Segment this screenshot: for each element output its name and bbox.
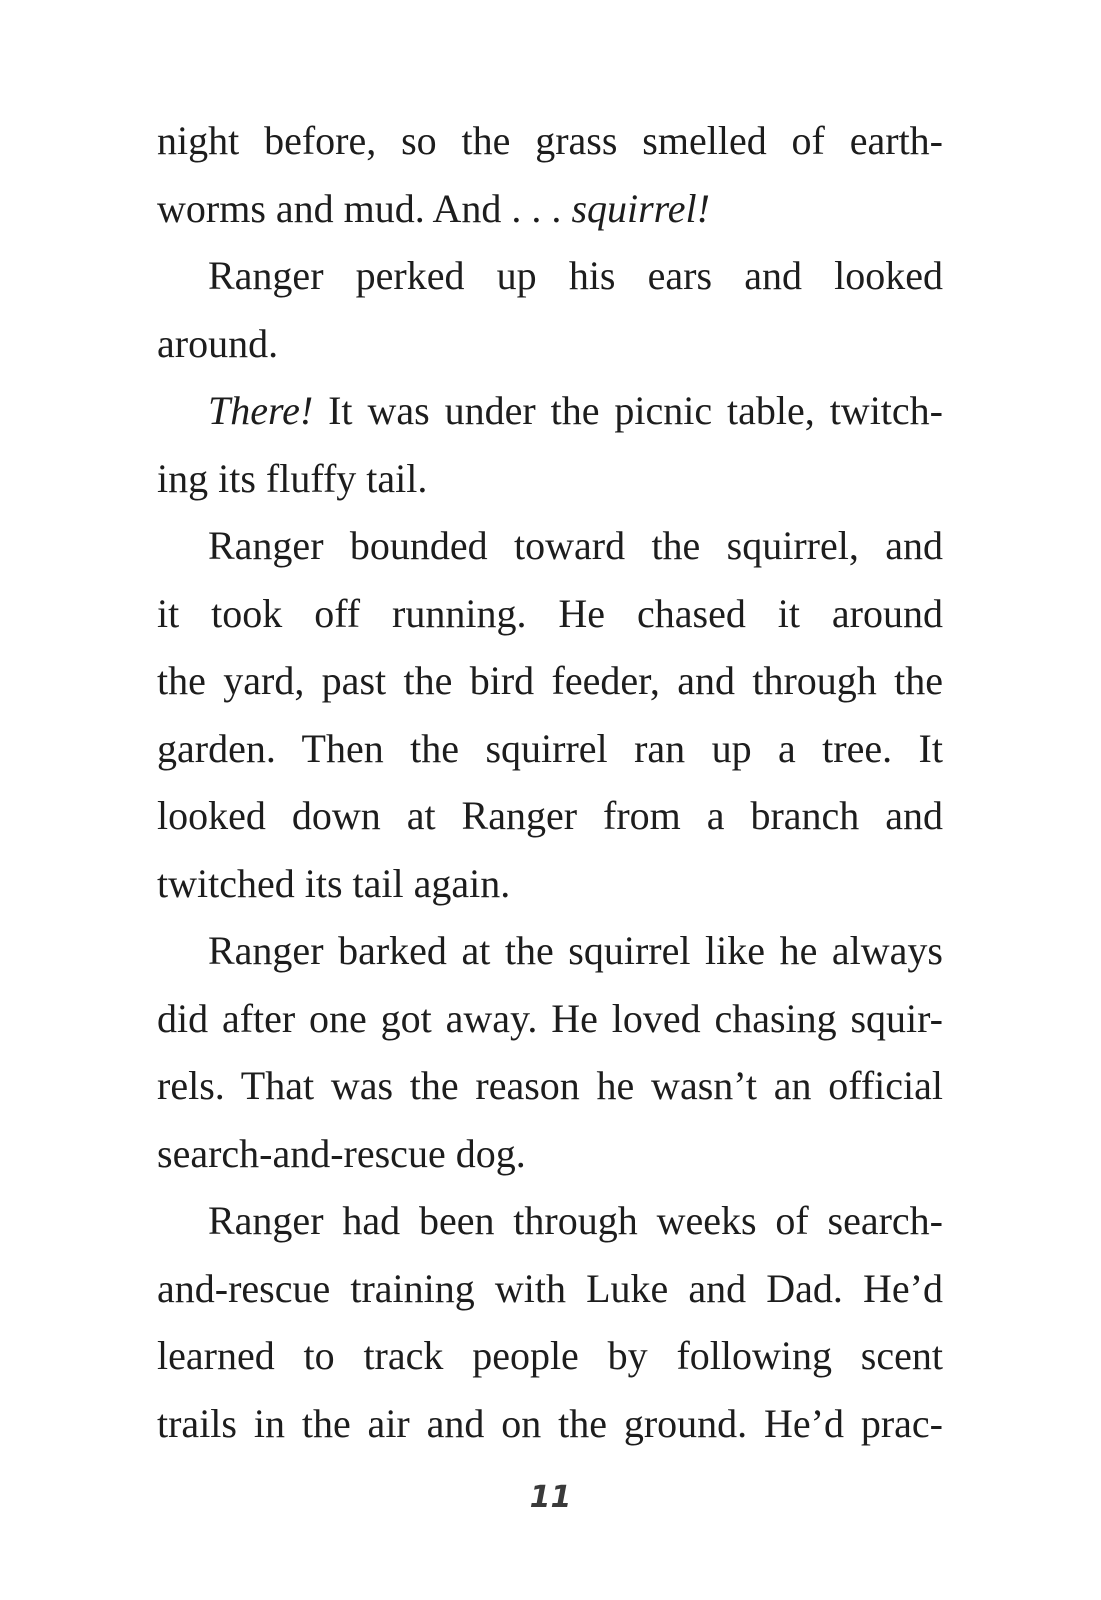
text-line: Ranger perked up his ears and looked — [208, 253, 943, 298]
text-line: search-and-rescue dog. — [157, 1130, 526, 1176]
emphasis: There! — [208, 388, 314, 433]
paragraph — [157, 242, 943, 377]
paragraph — [157, 1187, 943, 1457]
text-line: Ranger had been through weeks of search- — [208, 1198, 943, 1243]
paragraph — [157, 917, 943, 1187]
text-line: trails in the air and on the ground. He’d prac- — [157, 1400, 943, 1446]
emphasis: squirrel! — [571, 185, 710, 231]
page-number: 11 — [529, 1480, 572, 1515]
text-line: around. — [157, 320, 279, 366]
paragraph — [157, 107, 943, 242]
text-line: learned to track people by following scent — [157, 1333, 943, 1378]
paragraph — [157, 512, 943, 917]
text-line: it took off running. He chased it around — [157, 590, 943, 636]
text-line: did after one got away. He loved chasing squir- — [157, 995, 943, 1041]
text-line: worms and mud. And . . . squirrel! — [157, 185, 710, 231]
text-line: garden. Then the squirrel ran up a tree. It — [157, 725, 943, 771]
text-line: There! It was under the picnic table, twitch- — [208, 388, 943, 433]
text-line: ing its fluffy tail. — [157, 455, 428, 501]
text-line: the yard, past the bird feeder, and through the — [157, 658, 943, 703]
body-text — [157, 107, 943, 1457]
paragraph — [157, 377, 943, 512]
text-line: rels. That was the reason he wasn’t an official — [157, 1063, 943, 1108]
text-line: twitched its tail again. — [157, 860, 511, 906]
text-line: and-rescue training with Luke and Dad. He’d — [157, 1265, 943, 1311]
text-line: night before, so the grass smelled of earth- — [157, 118, 943, 163]
text-line: looked down at Ranger from a branch and — [157, 793, 943, 838]
text-line: Ranger bounded toward the squirrel, and — [208, 523, 943, 568]
text-line: Ranger barked at the squirrel like he always — [208, 928, 943, 973]
